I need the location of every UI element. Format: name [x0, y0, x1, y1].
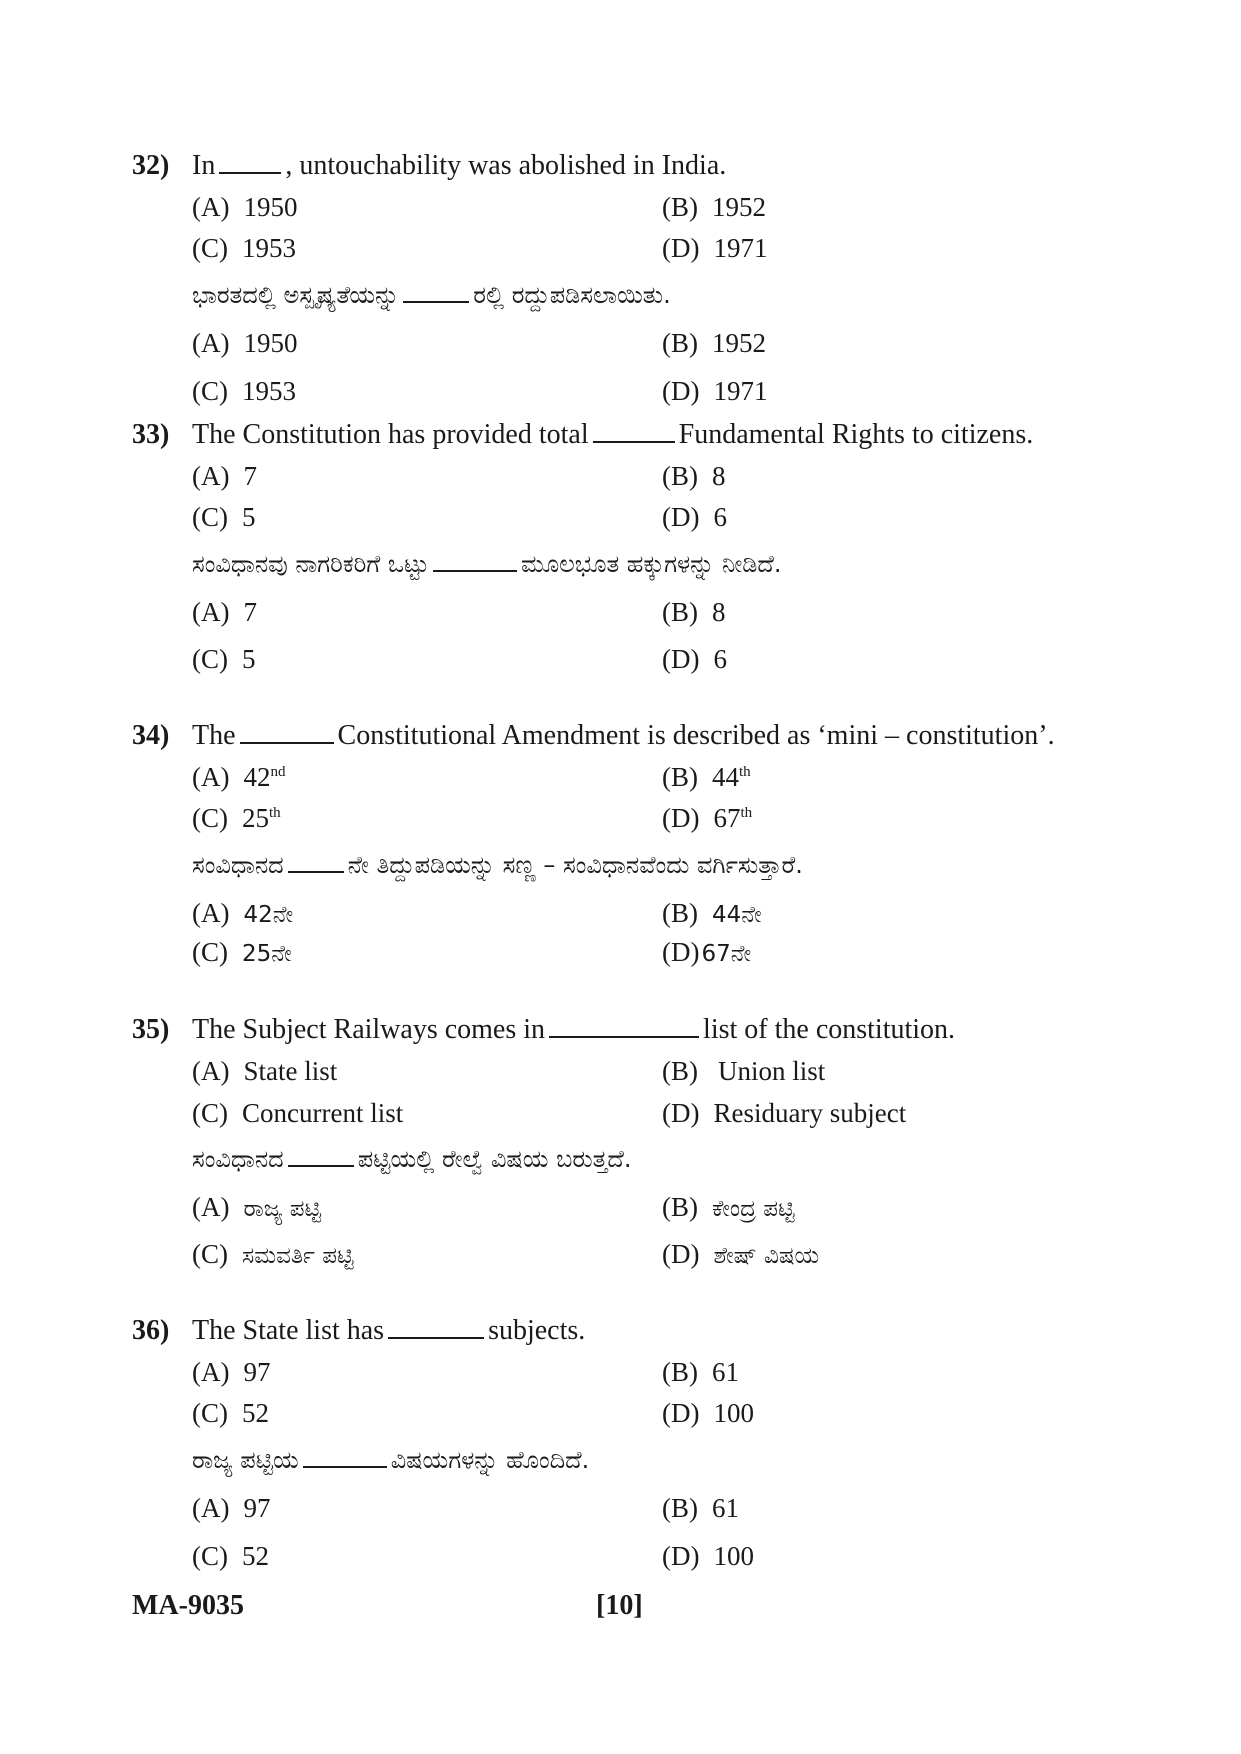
option-d	[662, 1397, 754, 1429]
ordinal-suffix: nd	[270, 764, 286, 780]
option-letter: (D)	[662, 376, 700, 406]
option-text: 25ನೇ	[242, 941, 292, 967]
option-letter: (A)	[192, 328, 230, 358]
option-letter: (B)	[662, 192, 698, 222]
option-a	[192, 1356, 270, 1388]
question-text-en	[192, 720, 1055, 752]
option-d-kn	[662, 1238, 819, 1272]
option-letter: (A)	[192, 1056, 230, 1086]
option-a-kn	[192, 327, 297, 359]
option-text: 52	[242, 1541, 269, 1571]
option-letter: (D)	[662, 1098, 700, 1128]
option-letter: (D)	[662, 644, 700, 674]
question-text-after: ರಲ್ಲಿ ರದ್ದುಪಡಿಸಲಾಯಿತು.	[473, 281, 671, 309]
option-letter: (C)	[192, 644, 228, 674]
question-text-before: The Subject Railways comes in	[192, 1014, 546, 1045]
question-text-en	[192, 150, 726, 182]
option-d-kn	[662, 936, 751, 970]
answer-blank	[288, 1145, 354, 1167]
question-text-kn	[192, 849, 803, 881]
option-c-kn	[192, 1540, 269, 1572]
option-a-kn	[192, 1492, 270, 1524]
option-letter: (D)	[662, 937, 700, 967]
option-letter: (A)	[192, 461, 230, 491]
option-d-kn	[662, 375, 767, 407]
option-letter: (C)	[192, 1098, 228, 1128]
option-text: 1971	[713, 233, 768, 263]
option-letter: (B)	[662, 461, 698, 491]
question-text-after: list of the constitution.	[703, 1014, 956, 1045]
question-text-after: Constitutional Amendment is described as ‘mini – constitution’.	[337, 720, 1055, 751]
question-text-kn	[192, 1143, 632, 1175]
option-text: 1953	[242, 233, 296, 263]
option-c	[192, 1097, 403, 1129]
option-letter: (B)	[662, 597, 698, 627]
answer-blank	[403, 281, 469, 303]
answer-blank	[288, 851, 344, 873]
question-text-before: ಸಂವಿಧಾನವು ನಾಗರಿಕರಿಗೆ ಒಟ್ಟು	[192, 550, 430, 578]
option-a	[192, 191, 297, 223]
option-c	[192, 232, 296, 264]
question-text-before: ಸಂವಿಧಾನದ	[192, 851, 284, 879]
option-letter: (A)	[192, 192, 230, 222]
option-letter: (B)	[662, 762, 698, 792]
question-text-before: In	[192, 150, 216, 181]
option-letter: (B)	[662, 1493, 698, 1523]
option-letter: (A)	[192, 1192, 230, 1222]
option-letter: (D)	[662, 803, 700, 833]
option-text: 6	[713, 502, 727, 532]
answer-blank	[433, 550, 517, 572]
option-b-kn	[662, 596, 726, 628]
option-a	[192, 761, 285, 793]
option-text: ಕೇಂದ್ರ ಪಟ್ಟಿ	[712, 1196, 795, 1222]
option-a	[192, 460, 257, 492]
option-text: 1953	[242, 376, 296, 406]
option-text: 7	[243, 597, 257, 627]
option-b	[662, 191, 766, 223]
question-text-kn	[192, 279, 671, 311]
question-text-before: ಸಂವಿಧಾನದ	[192, 1145, 284, 1173]
option-a	[192, 1055, 337, 1087]
option-c-kn	[192, 375, 296, 407]
answer-blank	[219, 152, 281, 174]
option-text: 61	[712, 1357, 739, 1387]
option-text: 44ನೇ	[712, 902, 762, 928]
option-text: ಸಮವರ್ತಿ ಪಟ್ಟಿ	[242, 1243, 354, 1269]
question-text-after: subjects.	[488, 1315, 586, 1346]
question-text-before: ರಾಜ್ಯ ಪಟ್ಟಿಯ	[192, 1446, 299, 1474]
paper-code: MA-9035	[132, 1590, 244, 1621]
question-number: 36)	[132, 1315, 170, 1346]
option-letter: (C)	[192, 502, 228, 532]
option-letter: (B)	[662, 1056, 698, 1086]
option-text: ರಾಜ್ಯ ಪಟ್ಟಿ	[243, 1196, 322, 1222]
option-letter: (D)	[662, 1541, 700, 1571]
option-text: 8	[712, 461, 726, 491]
option-text: 52	[242, 1398, 269, 1428]
option-text: 1950	[243, 192, 298, 222]
option-text: 67ನೇ	[701, 941, 752, 967]
option-a-kn	[192, 1191, 321, 1225]
page-number: [10]	[596, 1590, 643, 1621]
option-text: 67	[713, 803, 741, 833]
question-text-before: ಭಾರತದಲ್ಲಿ ಅಸ್ಪೃಷ್ಯತೆಯನ್ನು	[192, 281, 400, 309]
option-d	[662, 1097, 906, 1129]
option-text: 42ನೇ	[243, 902, 294, 928]
option-letter: (A)	[192, 597, 230, 627]
option-text: 25	[242, 803, 269, 833]
option-text: 44	[712, 762, 739, 792]
option-a-kn	[192, 897, 293, 931]
option-letter: (C)	[192, 937, 228, 967]
question-number: 34)	[132, 720, 170, 751]
question-number: 35)	[132, 1014, 170, 1045]
answer-blank	[593, 421, 675, 443]
ordinal-suffix: th	[269, 805, 281, 821]
option-letter: (C)	[192, 1239, 228, 1269]
option-d	[662, 802, 752, 834]
option-letter: (A)	[192, 1493, 230, 1523]
option-letter: (D)	[662, 1398, 700, 1428]
option-d	[662, 232, 767, 264]
option-letter: (A)	[192, 898, 230, 928]
question-text-kn	[192, 1444, 589, 1476]
question-text-after: Fundamental Rights to citizens.	[678, 419, 1034, 450]
option-b-kn	[662, 1492, 739, 1524]
option-text: State list	[243, 1056, 338, 1086]
option-text: 61	[712, 1493, 739, 1523]
option-b	[662, 460, 726, 492]
option-text: 100	[713, 1541, 754, 1571]
option-text: 6	[713, 644, 727, 674]
option-b-kn	[662, 327, 766, 359]
option-text: 7	[243, 461, 257, 491]
option-d	[662, 501, 727, 533]
option-letter: (B)	[662, 328, 698, 358]
option-letter: (C)	[192, 1541, 228, 1571]
option-text: 8	[712, 597, 726, 627]
option-c-kn	[192, 936, 292, 970]
option-text: 5	[242, 502, 256, 532]
question-text-before: The Constitution has provided total	[192, 419, 589, 450]
answer-blank	[240, 722, 334, 744]
option-letter: (D)	[662, 233, 700, 263]
option-text: 5	[242, 644, 256, 674]
option-letter: (C)	[192, 1398, 228, 1428]
option-c	[192, 501, 256, 533]
option-letter: (B)	[662, 1357, 698, 1387]
option-d-kn	[662, 1540, 754, 1572]
question-text-after: ಪಟ್ಟಿಯಲ್ಲಿ ರೇಲ್ವೆ ವಿಷಯ ಬರುತ್ತದೆ.	[357, 1145, 632, 1173]
ordinal-suffix: th	[740, 805, 753, 821]
question-text-after: ವಿಷಯಗಳನ್ನು ಹೊಂದಿದೆ.	[390, 1446, 590, 1474]
option-text: 97	[243, 1493, 271, 1523]
question-text-after: ನೇ ತಿದ್ದುಪಡಿಯನ್ನು ಸಣ್ಣ – ಸಂವಿಧಾನವೆಂದು ವರ್ಗಿಸುತ್ತಾರೆ.	[347, 851, 803, 879]
option-text: ಶೇಷ್ ವಿಷಯ	[713, 1243, 820, 1269]
option-letter: (C)	[192, 233, 228, 263]
option-letter: (B)	[662, 898, 698, 928]
option-text: Union list	[718, 1056, 826, 1086]
option-letter: (D)	[662, 502, 700, 532]
option-letter: (C)	[192, 803, 228, 833]
option-c	[192, 802, 281, 834]
question-text-after: , untouchability was abolished in India.	[285, 150, 727, 181]
option-c-kn	[192, 643, 256, 675]
option-letter: (A)	[192, 762, 230, 792]
option-b	[662, 761, 751, 793]
option-b	[662, 1356, 739, 1388]
option-text: 100	[713, 1398, 754, 1428]
option-text: 42	[243, 762, 271, 792]
question-number: 33)	[132, 419, 170, 450]
question-number: 32)	[132, 150, 170, 181]
question-text-en	[192, 1315, 585, 1347]
option-d-kn	[662, 643, 727, 675]
option-text: Residuary subject	[713, 1098, 907, 1128]
option-letter: (C)	[192, 376, 228, 406]
question-text-en	[192, 1014, 955, 1046]
option-b	[662, 1055, 825, 1087]
ordinal-suffix: th	[739, 764, 751, 780]
option-c	[192, 1397, 269, 1429]
option-text: Concurrent list	[242, 1098, 404, 1128]
option-b-kn	[662, 897, 762, 931]
answer-blank	[303, 1446, 387, 1468]
option-text: 1950	[243, 328, 298, 358]
question-text-en	[192, 419, 1033, 451]
option-c-kn	[192, 1238, 354, 1272]
option-text: 1971	[713, 376, 768, 406]
option-letter: (B)	[662, 1192, 698, 1222]
option-text: 97	[243, 1357, 271, 1387]
answer-blank	[549, 1016, 699, 1038]
question-text-kn	[192, 548, 781, 580]
question-text-after: ಮೂಲಭೂತ ಹಕ್ಕುಗಳನ್ನು ನೀಡಿದೆ.	[521, 550, 782, 578]
answer-blank	[388, 1317, 484, 1339]
option-text: 1952	[712, 328, 766, 358]
option-letter: (D)	[662, 1239, 700, 1269]
option-letter: (A)	[192, 1357, 230, 1387]
option-b-kn	[662, 1191, 795, 1225]
option-a-kn	[192, 596, 257, 628]
question-text-before: The State list has	[192, 1315, 385, 1346]
question-text-before: The	[192, 720, 236, 751]
option-text: 1952	[712, 192, 766, 222]
